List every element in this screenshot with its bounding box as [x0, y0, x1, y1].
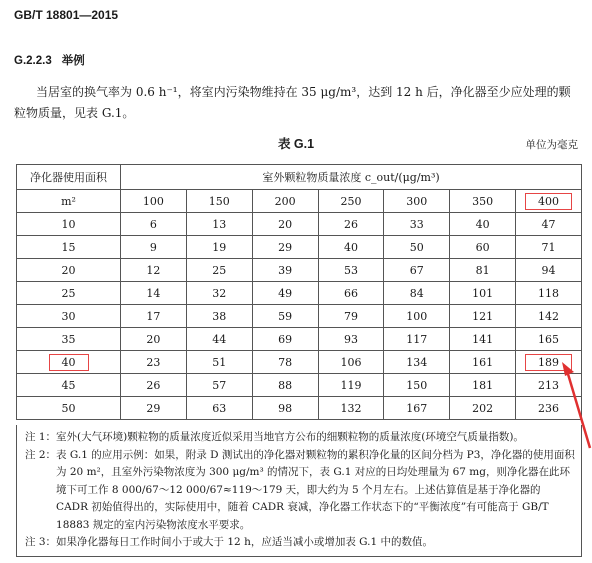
table-row — [17, 213, 582, 236]
cell-value: 12 — [146, 263, 161, 277]
value-cell — [121, 374, 187, 397]
area-cell — [17, 397, 121, 420]
value-cell — [318, 213, 384, 236]
notes-box — [16, 425, 582, 557]
concentration-350 — [450, 190, 516, 213]
table-row — [17, 282, 582, 305]
value-cell — [450, 374, 516, 397]
value-cell — [450, 328, 516, 351]
value-cell — [384, 282, 450, 305]
table-row — [17, 305, 582, 328]
concentration-400 — [516, 190, 582, 213]
concentration-value: 200 — [274, 194, 296, 208]
value-cell — [121, 213, 187, 236]
cell-value: 121 — [472, 309, 494, 323]
value-cell — [384, 374, 450, 397]
arrow-shaft — [568, 374, 590, 448]
value-cell — [252, 351, 318, 374]
concentration-value: 350 — [472, 194, 494, 208]
area-value: 15 — [61, 240, 76, 254]
value-cell — [186, 213, 252, 236]
value-cell — [252, 374, 318, 397]
area-value: 30 — [61, 309, 76, 323]
section-title: 举例 — [61, 55, 85, 67]
note-label: 注 3： — [25, 536, 57, 548]
cell-value: 29 — [146, 401, 161, 415]
section-heading — [14, 52, 85, 68]
particle-table — [16, 164, 582, 420]
value-cell — [450, 236, 516, 259]
concentration-header: 室外颗粒物质量浓度 c_out/(μg/m³) — [121, 165, 582, 190]
cell-value: 19 — [212, 240, 227, 254]
value-cell — [121, 351, 187, 374]
value-cell — [186, 305, 252, 328]
cell-value: 33 — [409, 217, 424, 231]
table-row — [17, 236, 582, 259]
cell-value: 26 — [146, 378, 161, 392]
value-cell — [318, 259, 384, 282]
value-cell — [252, 397, 318, 420]
value-cell — [450, 282, 516, 305]
area-cell — [17, 236, 121, 259]
value-cell — [186, 259, 252, 282]
concentration-value: 250 — [340, 194, 362, 208]
cell-value: 32 — [212, 286, 227, 300]
value-cell — [121, 282, 187, 305]
table-row — [17, 351, 582, 374]
value-cell — [384, 328, 450, 351]
value-cell — [384, 397, 450, 420]
cell-value: 57 — [212, 378, 227, 392]
cell-value: 38 — [212, 309, 227, 323]
value-cell — [121, 305, 187, 328]
cell-value: 67 — [409, 263, 424, 277]
example-paragraph: 当居室的换气率为 0.6 h⁻¹，将室内污染物维持在 35 μg/m³，达到 12 h 后，净化器至少应处理的颗粒物质量，见表 G.1。 — [14, 85, 571, 120]
value-cell — [516, 328, 582, 351]
cell-value: 167 — [406, 401, 428, 415]
value-cell — [186, 282, 252, 305]
value-cell — [516, 213, 582, 236]
concentration-200 — [252, 190, 318, 213]
cell-value: 39 — [278, 263, 293, 277]
area-unit: m² — [17, 190, 121, 213]
cell-value: 63 — [212, 401, 227, 415]
cell-value: 189 — [525, 354, 572, 371]
section-number: G.2.2.3 — [14, 55, 52, 67]
cell-value: 50 — [409, 240, 424, 254]
value-cell — [252, 328, 318, 351]
cell-value: 93 — [343, 332, 358, 346]
area-value: 25 — [61, 286, 76, 300]
area-value: 40 — [49, 354, 89, 371]
table-row — [17, 328, 582, 351]
cell-value: 69 — [278, 332, 293, 346]
area-header: 净化器使用面积 — [17, 165, 121, 190]
area-cell — [17, 259, 121, 282]
cell-value: 118 — [538, 286, 560, 300]
value-cell — [450, 397, 516, 420]
cell-value: 26 — [343, 217, 358, 231]
value-cell — [186, 236, 252, 259]
note-label: 注 2： — [25, 448, 57, 461]
table-body — [17, 213, 582, 420]
value-cell — [318, 397, 384, 420]
value-cell — [121, 236, 187, 259]
cell-value: 40 — [475, 217, 490, 231]
cell-value: 150 — [406, 378, 428, 392]
value-cell — [252, 213, 318, 236]
value-cell — [318, 305, 384, 328]
value-cell — [384, 236, 450, 259]
cell-value: 20 — [278, 217, 293, 231]
cell-value: 71 — [541, 240, 556, 254]
value-cell — [450, 213, 516, 236]
cell-value: 142 — [538, 309, 560, 323]
note-3 — [25, 534, 575, 552]
value-cell — [121, 328, 187, 351]
table-row — [17, 397, 582, 420]
area-value: 10 — [61, 217, 76, 231]
note-label: 注 1： — [25, 431, 57, 443]
value-cell — [450, 351, 516, 374]
cell-value: 40 — [343, 240, 358, 254]
cell-value: 29 — [278, 240, 293, 254]
value-cell — [121, 259, 187, 282]
cell-value: 106 — [340, 355, 362, 369]
table-row — [17, 374, 582, 397]
value-cell — [252, 282, 318, 305]
cell-value: 6 — [149, 217, 157, 231]
cell-value: 161 — [472, 355, 494, 369]
value-cell — [516, 259, 582, 282]
area-cell — [17, 213, 121, 236]
cell-value: 44 — [212, 332, 227, 346]
cell-value: 53 — [343, 263, 358, 277]
value-cell — [450, 259, 516, 282]
value-cell — [516, 305, 582, 328]
value-cell — [318, 328, 384, 351]
area-cell — [17, 328, 121, 351]
cell-value: 98 — [278, 401, 293, 415]
cell-value: 51 — [212, 355, 227, 369]
cell-value: 134 — [406, 355, 428, 369]
table-unit: 单位为毫克 — [525, 139, 578, 151]
value-cell — [384, 305, 450, 328]
value-cell — [252, 259, 318, 282]
cell-value: 25 — [212, 263, 227, 277]
cell-value: 23 — [146, 355, 161, 369]
note-text: 如果净化器每日工作时间小于或大于 12 h，应适当减小或增加表 G.1 中的数值。 — [56, 536, 434, 548]
concentration-150 — [186, 190, 252, 213]
cell-value: 9 — [149, 240, 157, 254]
area-value: 50 — [61, 401, 76, 415]
arrow-head — [562, 362, 574, 376]
table-row — [17, 259, 582, 282]
cell-value: 94 — [541, 263, 556, 277]
value-cell — [186, 397, 252, 420]
value-cell — [318, 236, 384, 259]
cell-value: 79 — [343, 309, 358, 323]
value-cell — [516, 282, 582, 305]
value-cell — [318, 282, 384, 305]
area-cell — [17, 282, 121, 305]
note-text: 表 G.1 的应用示例：如果，附录 D 测试出的净化器对颗粒物的累积净化量的区间分档为 P3，净化器的使用面积为 20 m²，且室外污染物浓度为 300 μg/m³ 的情况下，表 G.1 对应的日均处理量为 67 mg，则净化器在此环境下可工作 8 000/67～12 000/67≈119～179 天，即大约为 5 个月左右。上述估算值是基于净化器的 CADR 初始值得出的，实际使用中，随着 CADR 衰减，净化器工作状态下的“平衡浓度”有可能高于 GB/T 18883 规定的室内污染物浓度水平要求。 — [56, 448, 575, 531]
area-cell — [17, 351, 121, 374]
standard-number: GB/T 18801—2015 — [14, 8, 119, 22]
value-cell — [384, 351, 450, 374]
concentration-value: 400 — [525, 193, 572, 210]
red-arrow-annotation — [560, 360, 592, 450]
cell-value: 101 — [472, 286, 494, 300]
table-title: 表 G.1 — [277, 137, 315, 151]
concentration-value: 100 — [142, 194, 164, 208]
cell-value: 213 — [538, 378, 560, 392]
note-text: 室外(大气环境)颗粒物的质量浓度近似采用当地官方公布的细颗粒物的质量浓度(环境空气质量指数)。 — [56, 431, 524, 443]
value-cell — [318, 351, 384, 374]
area-value: 35 — [61, 332, 76, 346]
cell-value: 47 — [541, 217, 556, 231]
cell-value: 84 — [409, 286, 424, 300]
value-cell — [186, 328, 252, 351]
cell-value: 119 — [340, 378, 362, 392]
area-value: 45 — [61, 378, 76, 392]
value-cell — [252, 305, 318, 328]
area-cell — [17, 305, 121, 328]
note-1 — [25, 429, 575, 447]
cell-value: 20 — [146, 332, 161, 346]
cell-value: 60 — [475, 240, 490, 254]
cell-value: 132 — [340, 401, 362, 415]
cell-value: 141 — [472, 332, 494, 346]
concentration-value: 300 — [406, 194, 428, 208]
cell-value: 59 — [278, 309, 293, 323]
cell-value: 78 — [278, 355, 293, 369]
value-cell — [186, 351, 252, 374]
value-cell — [252, 236, 318, 259]
cell-value: 88 — [278, 378, 293, 392]
cell-value: 66 — [343, 286, 358, 300]
value-cell — [121, 397, 187, 420]
value-cell — [318, 374, 384, 397]
area-cell — [17, 374, 121, 397]
cell-value: 181 — [472, 378, 494, 392]
value-cell — [384, 213, 450, 236]
concentration-100 — [121, 190, 187, 213]
cell-value: 117 — [406, 332, 428, 346]
value-cell — [186, 374, 252, 397]
concentration-value: 150 — [208, 194, 230, 208]
cell-value: 100 — [406, 309, 428, 323]
concentration-250 — [318, 190, 384, 213]
cell-value: 17 — [146, 309, 161, 323]
cell-value: 202 — [472, 401, 494, 415]
cell-value: 236 — [538, 401, 560, 415]
cell-value: 81 — [475, 263, 490, 277]
concentration-300 — [384, 190, 450, 213]
value-cell — [516, 236, 582, 259]
cell-value: 13 — [212, 217, 227, 231]
note-2 — [25, 447, 575, 535]
area-value: 20 — [61, 263, 76, 277]
cell-value: 49 — [278, 286, 293, 300]
value-cell — [384, 259, 450, 282]
cell-value: 165 — [538, 332, 560, 346]
value-cell — [450, 305, 516, 328]
cell-value: 14 — [146, 286, 161, 300]
